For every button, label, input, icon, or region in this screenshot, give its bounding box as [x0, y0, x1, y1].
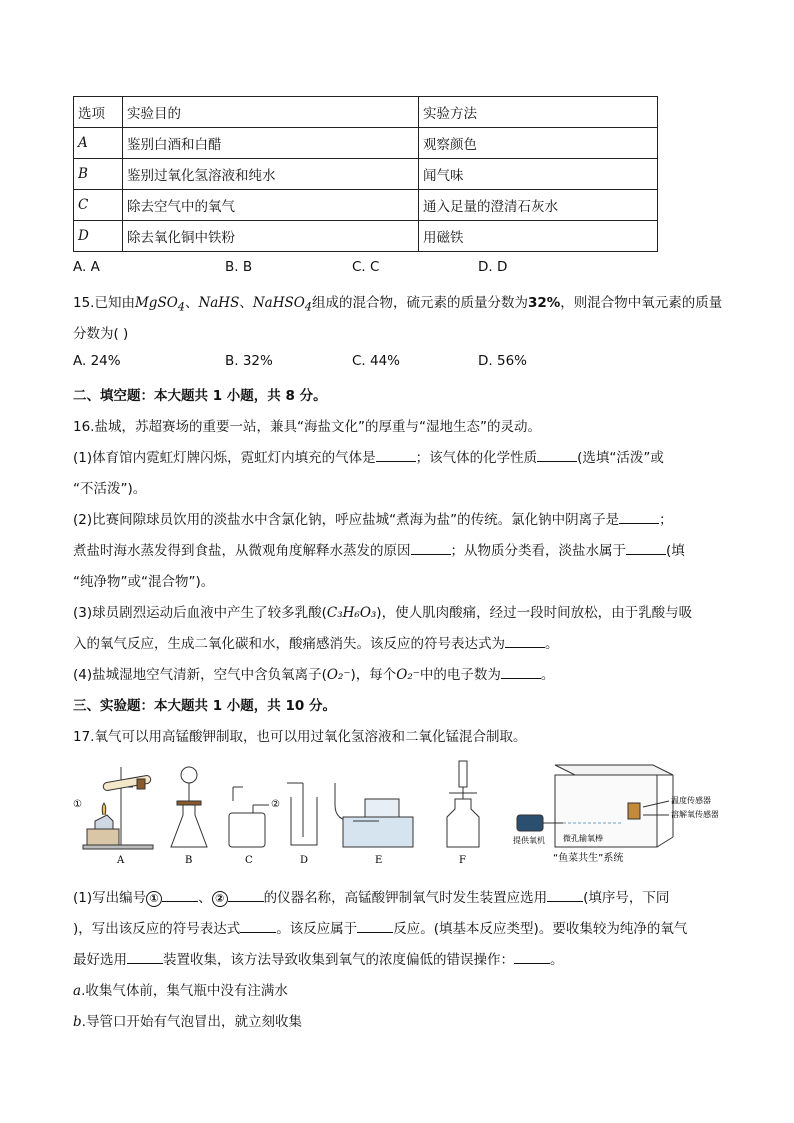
- table-cell: 闻气味: [419, 159, 658, 190]
- table-cell: 用磁铁: [419, 221, 658, 252]
- q14-option-d: D. D: [478, 259, 508, 275]
- q14-table: [73, 96, 658, 252]
- apparatus-c-icon: [229, 787, 269, 847]
- formula-lactic-acid: C₃H₆O₃: [326, 605, 377, 621]
- apparatus-e-icon: [335, 783, 413, 847]
- q17-part1-line2: )，写出该反应的符号表达式 。该反应属于 反应。(填基本反应类型)。要收集较为纯净的氧气: [73, 921, 688, 937]
- formula-superoxide-ion: O₂⁻: [396, 667, 420, 683]
- section-heading-fill-in: 二、填空题：本大题共 1 小题，共 8 分。: [73, 388, 327, 404]
- marker-circle-1: ①: [73, 799, 82, 810]
- table-cell: 观察颜色: [419, 128, 658, 159]
- answer-blank[interactable]: [537, 449, 577, 462]
- table-header-row: [74, 97, 658, 128]
- q17-intro: 17.氧气可以用高锰酸钾制取，也可以用过氧化氢溶液和二氧化锰混合制取。: [73, 729, 527, 745]
- apparatus-drawing: [73, 757, 718, 867]
- temperature-sensor-label: 温度传感器: [671, 796, 711, 805]
- formula-nahso4: NaHSO$_4$: [252, 295, 312, 314]
- circle-number-2: ②: [212, 891, 228, 907]
- table-row: [74, 128, 658, 159]
- q16-part1-line1: (1)体育馆内霓虹灯牌闪烁，霓虹灯内填充的气体是 ；该气体的化学性质 (选填“活泼”或: [73, 450, 664, 466]
- marker-circle-2: ②: [271, 799, 280, 810]
- lab-apparatus-figure: [73, 757, 718, 867]
- apparatus-label-e: E: [375, 855, 383, 866]
- table-cell: A: [74, 128, 123, 159]
- answer-blank[interactable]: [376, 449, 416, 462]
- table-row: [74, 221, 658, 252]
- table-row: [74, 159, 658, 190]
- answer-blank[interactable]: [162, 889, 198, 902]
- table-header-cell: 实验方法: [419, 97, 658, 128]
- q15-percent: 32%: [527, 295, 561, 311]
- table-cell: 鉴别过氧化氢溶液和纯水: [123, 159, 419, 190]
- answer-blank[interactable]: [357, 920, 393, 933]
- apparatus-label-a: A: [117, 855, 125, 866]
- q14-option-c: C. C: [352, 259, 380, 275]
- apparatus-label-b: B: [185, 855, 193, 866]
- table-cell: 除去氧化铜中铁粉: [123, 221, 419, 252]
- table-cell: D: [74, 221, 123, 252]
- apparatus-label-d: D: [300, 855, 309, 866]
- q15-option-c: C. 44%: [352, 353, 401, 369]
- answer-blank[interactable]: [240, 920, 276, 933]
- table-cell: 除去空气中的氧气: [123, 190, 419, 221]
- formula-mgso4: MgSO$_4$: [134, 295, 185, 314]
- q14-option-b: B. B: [225, 259, 253, 275]
- q17-part1-line3: 最好选用 装置收集，该方法导致收集到氧气的浓度偏低的错误操作： 。: [73, 952, 564, 968]
- apparatus-a-icon: [83, 767, 153, 849]
- q16-intro: 16.盐城，苏超赛场的重要一站，兼具“海盐文化”的厚重与“湿地生态”的灵动。: [73, 419, 541, 435]
- q15-stem-line2: 分数为( ): [73, 326, 129, 342]
- q17-choice-a: a.收集气体前，集气瓶中没有注满水: [73, 983, 288, 999]
- apparatus-d-icon: [287, 783, 317, 845]
- answer-blank[interactable]: [626, 542, 666, 555]
- formula-superoxide-ion: O₂⁻: [326, 667, 351, 683]
- answer-blank[interactable]: [228, 889, 264, 902]
- q17-part1-line1: (1)写出编号 ① 、 ② 的仪器名称，高锰酸钾制氧气时发生装置应选用 (填序号，下同: [73, 890, 670, 906]
- table-header-cell: 实验目的: [123, 97, 419, 128]
- q15-option-b: B. 32%: [225, 353, 273, 369]
- answer-blank[interactable]: [514, 951, 550, 964]
- q16-part3-line2: 入的氧气反应，生成二氧化碳和水，酸痛感消失。该反应的符号表达式为 。: [73, 636, 559, 652]
- answer-blank[interactable]: [619, 511, 659, 524]
- answer-blank[interactable]: [547, 889, 583, 902]
- table-cell: 鉴别白酒和白醋: [123, 128, 419, 159]
- table-row: [74, 190, 658, 221]
- apparatus-label-f: F: [459, 855, 466, 866]
- formula-nahs: NaHS: [198, 295, 240, 311]
- apparatus-f-icon: [447, 761, 479, 847]
- table-cell: B: [74, 159, 123, 190]
- answer-blank[interactable]: [505, 635, 545, 648]
- q15-option-a: A. 24%: [73, 353, 121, 369]
- answer-blank[interactable]: [411, 542, 451, 555]
- table-header-cell: 选项: [74, 97, 123, 128]
- q16-part2-line1: (2)比赛间隙球员饮用的淡盐水中含氯化钠，呼应盐城“煮海为盐”的传统。氯化钠中阴离子是 ；: [73, 512, 673, 528]
- circle-number-1: ①: [146, 891, 162, 907]
- q16-part2-line3: “纯净物”或“混合物”)。: [73, 574, 215, 590]
- q15-prefix: 15.已知由: [73, 295, 135, 311]
- q17-choice-b: b.导管口开始有气泡冒出，就立刻收集: [73, 1014, 302, 1030]
- q16-part2-line2: 煮盐时海水蒸发得到食盐，从微观角度解释水蒸发的原因 ；从物质分类看，淡盐水属于 (填: [73, 543, 685, 559]
- answer-blank[interactable]: [501, 666, 541, 679]
- system-caption: “鱼菜共生”系统: [553, 853, 624, 864]
- q15-stem-line1: 15.已知由MgSO$_4$、NaHS、NaHSO$_4$组成的混合物，硫元素的质量分数为32%，则混合物中氧元素的质量: [73, 295, 723, 314]
- apparatus-b-icon: [171, 767, 207, 847]
- q14-option-a: A. A: [73, 259, 100, 275]
- table-cell: 通入足量的澄清石灰水: [419, 190, 658, 221]
- q16-part3-line1: (3)球员剧烈运动后血液中产生了较多乳酸(C₃H₆O₃)，使人肌肉酸痛，经过一段时间放松，由于乳酸与吸: [73, 605, 693, 621]
- answer-blank[interactable]: [127, 951, 163, 964]
- q15-option-d: D. 56%: [478, 353, 527, 369]
- dissolved-oxygen-sensor-label: 溶解氧传感器: [671, 810, 718, 819]
- apparatus-label-c: C: [245, 855, 253, 866]
- section-heading-experiment: 三、实验题：本大题共 1 小题，共 10 分。: [73, 698, 336, 714]
- aerator-label: 微孔输氧棒: [563, 834, 603, 843]
- oxygen-machine-label: 提供氧机: [513, 836, 545, 845]
- q16-part1-line2: “不活泼”)。: [73, 481, 147, 497]
- q16-part4-line1: (4)盐城湿地空气清新，空气中含负氧离子(O₂⁻)，每个O₂⁻中的电子数为 。: [73, 667, 555, 683]
- table-cell: C: [74, 190, 123, 221]
